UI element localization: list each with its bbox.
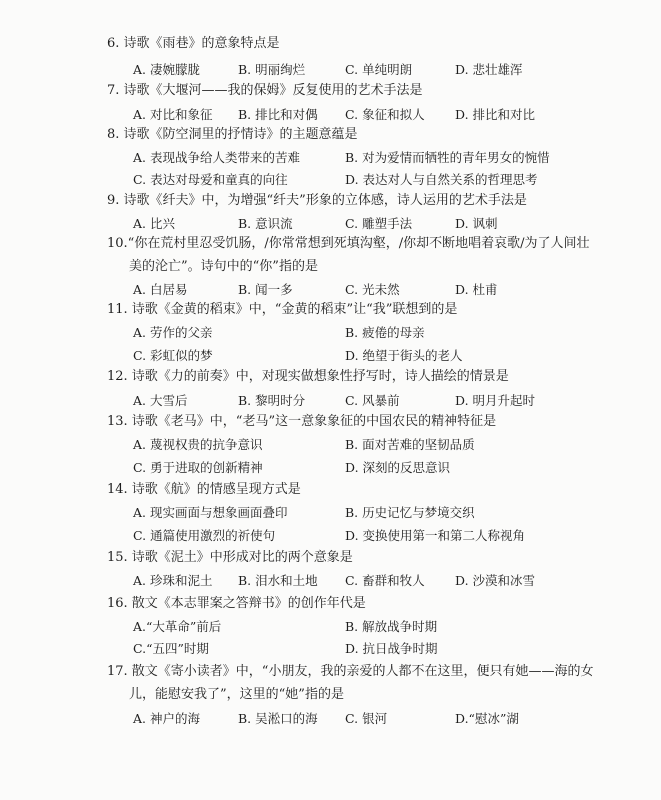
question-14-stem: 14. 诗歌《航》的情感呈现方式是: [107, 482, 301, 497]
option-12a: A. 大雪后: [133, 393, 188, 408]
option-13a: A. 蔑视权贵的抗争意识: [133, 437, 263, 452]
option-14a: A. 现实画面与想象画面叠印: [133, 505, 288, 520]
option-8c: C. 表达对母爱和童真的向往: [133, 172, 288, 187]
option-10a: A. 白居易: [133, 282, 188, 297]
question-17-stem-line2: 儿，能慰安我了”，这里的“她”指的是: [129, 687, 344, 702]
option-15b: B. 泪水和土地: [238, 573, 318, 588]
option-12d: D. 明月升起时: [455, 393, 536, 408]
option-9d: D. 讽刺: [455, 216, 498, 231]
option-10c: C. 光未然: [345, 282, 400, 297]
question-16-stem: 16. 散文《本志罪案之答辩书》的创作年代是: [107, 596, 366, 611]
option-7a: A. 对比和象征: [133, 107, 213, 122]
question-7-stem: 7. 诗歌《大堰河——我的保姆》反复使用的艺术手法是: [107, 83, 423, 98]
option-11a: A. 劳作的父亲: [133, 325, 213, 340]
question-17-stem-line1: 17. 散文《寄小读者》中，“小朋友，我的亲爱的人都不在这里，便只有她——海的女: [107, 664, 594, 679]
question-9-stem: 9. 诗歌《纤夫》中，为增强“纤夫”形象的立体感，诗人运用的艺术手法是: [107, 193, 527, 208]
option-13b: B. 面对苦难的坚韧品质: [345, 437, 475, 452]
option-10d: D. 杜甫: [455, 282, 498, 297]
option-16c: C.“五四”时期: [133, 641, 209, 656]
option-7c: C. 象征和拟人: [345, 107, 425, 122]
option-11b: B. 疲倦的母亲: [345, 325, 425, 340]
option-12b: B. 黎明时分: [238, 393, 306, 408]
option-17a: A. 神户的海: [133, 711, 200, 726]
question-12-stem: 12. 诗歌《力的前奏》中，对现实做想象性抒写时，诗人描绘的情景是: [107, 369, 509, 384]
option-6b: B. 明丽绚烂: [238, 62, 306, 77]
option-17d: D.“慰冰”湖: [455, 711, 519, 726]
question-11-stem: 11. 诗歌《金黄的稻束》中，“金黄的稻束”让“我”联想到的是: [107, 302, 458, 317]
option-9c: C. 雕塑手法: [345, 216, 413, 231]
question-13-stem: 13. 诗歌《老马》中，“老马”这一意象象征的中国农民的精神特征是: [107, 414, 497, 429]
option-6a: A. 凄婉朦胧: [133, 62, 200, 77]
option-13d: D. 深刻的反思意识: [345, 460, 451, 475]
option-8a: A. 表现战争给人类带来的苦难: [133, 150, 300, 165]
question-10-stem-line1: 10.“你在荒村里忍受饥肠，/你常常想到死填沟壑，/你却不断地唱着哀歌/为了人间壮: [107, 236, 590, 251]
option-9b: B. 意识流: [238, 216, 293, 231]
option-7d: D. 排比和对比: [455, 107, 536, 122]
option-11c: C. 彩虹似的梦: [133, 348, 213, 363]
option-15d: D. 沙漠和冰雪: [455, 573, 536, 588]
option-15a: A. 珍珠和泥土: [133, 573, 213, 588]
question-8-stem: 8. 诗歌《防空洞里的抒情诗》的主题意蕴是: [107, 127, 358, 142]
option-14d: D. 变换使用第一和第二人称视角: [345, 528, 526, 543]
option-16b: B. 解放战争时期: [345, 619, 438, 634]
option-17b: B. 吴淞口的海: [238, 711, 318, 726]
option-7b: B. 排比和对偶: [238, 107, 318, 122]
option-15c: C. 畜群和牧人: [345, 573, 425, 588]
option-8b: B. 对为爱情而牺牲的青年男女的惋惜: [345, 150, 550, 165]
option-8d: D. 表达对人与自然关系的哲理思考: [345, 172, 538, 187]
option-10b: B. 闻一多: [238, 282, 293, 297]
option-17c: C. 银河: [345, 711, 388, 726]
question-15-stem: 15. 诗歌《泥土》中形成对比的两个意象是: [107, 550, 353, 565]
option-12c: C. 风暴前: [345, 393, 400, 408]
option-16a: A.“大革命”前后: [133, 619, 222, 634]
option-6c: C. 单纯明朗: [345, 62, 413, 77]
option-14c: C. 通篇使用激烈的祈使句: [133, 528, 276, 543]
option-16d: D. 抗日战争时期: [345, 641, 438, 656]
option-6d: D. 悲壮雄浑: [455, 62, 523, 77]
option-14b: B. 历史记忆与梦境交织: [345, 505, 475, 520]
question-6-stem: 6. 诗歌《雨巷》的意象特点是: [107, 36, 280, 51]
question-10-stem-line2: 美的沦亡”。诗句中的“你”指的是: [129, 259, 318, 274]
option-11d: D. 绝望于街头的老人: [345, 348, 463, 363]
option-13c: C. 勇于进取的创新精神: [133, 460, 263, 475]
option-9a: A. 比兴: [133, 216, 175, 231]
